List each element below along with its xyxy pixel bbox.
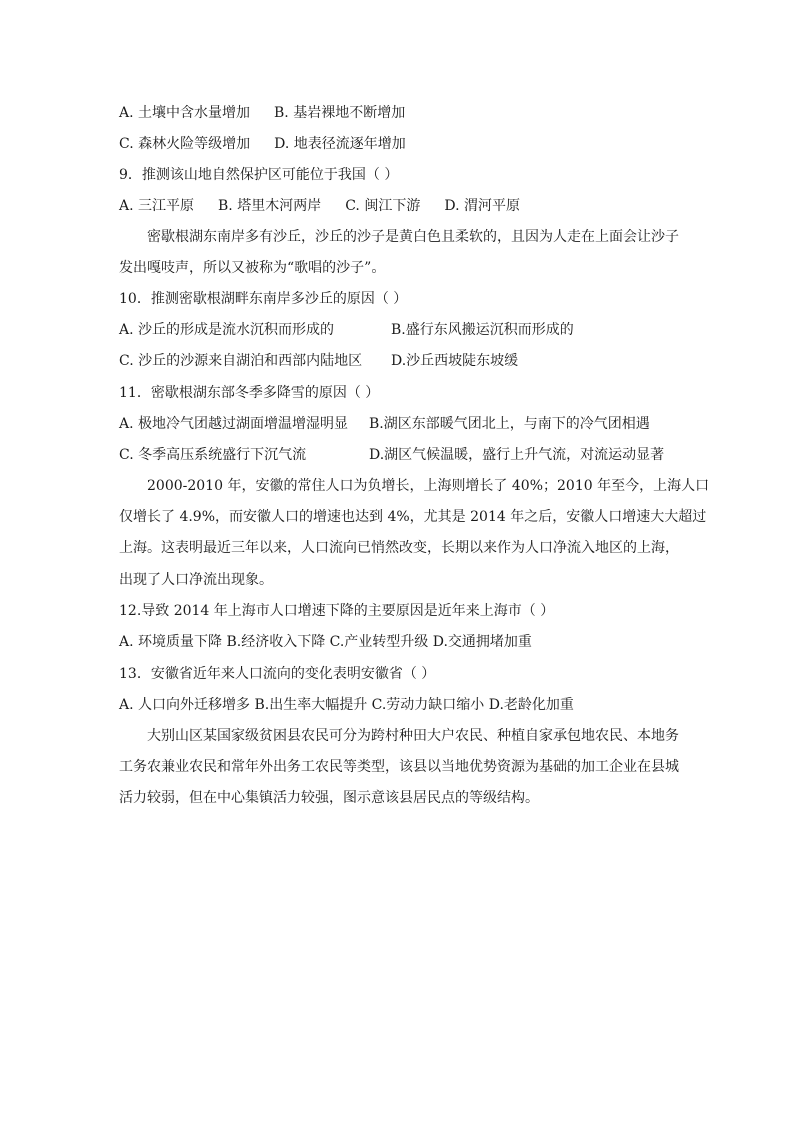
passage1-line-2: 发出嘎吱声，所以又被称为“歌唱的沙子”。 — [119, 260, 386, 276]
q9-option-d: D. 渭河平原 — [444, 198, 520, 214]
q10-option-d: D.沙丘西坡陡东坡缓 — [391, 353, 519, 369]
q10-option-a: A. 沙丘的形成是流水沉积而形成的 — [119, 322, 335, 338]
q12-options: A. 环境质量下降 B.经济收入下降 C.产业转型升级 D.交通拥堵加重 — [119, 634, 532, 650]
q9-stem: 9．推测该山地自然保护区可能位于我国（ ） — [119, 167, 399, 183]
q8-option-b: B. 基岩裸地不断增加 — [274, 105, 406, 121]
passage2-line-1: 2000-2010 年，安徽的常住人口为负增长，上海则增长了 40%；2010 年至今，上海人口 — [147, 478, 710, 494]
q10-options-row-1 — [119, 320, 574, 340]
q11-option-b: B.湖区东部暖气团北上，与南下的冷气团相遇 — [369, 416, 650, 432]
q11-stem: 11．密歇根湖东部冬季多降雪的原因（ ） — [119, 385, 380, 401]
q8-option-d: D. 地表径流逐年增加 — [274, 136, 406, 152]
q11-option-a: A. 极地冷气团越过湖面增温增湿明显 — [119, 416, 349, 432]
q9-option-a: A. 三江平原 — [119, 198, 195, 214]
q8-options-row-1 — [119, 103, 405, 123]
q13-stem: 13．安徽省近年来人口流向的变化表明安徽省（ ） — [119, 666, 436, 682]
passage3-line-3: 活力较弱，但在中心集镇活力较强，图示意该县居民点的等级结构。 — [119, 790, 539, 806]
passage2-line-3: 上海。这表明最近三年以来，人口流向已悄然改变，长期以来作为人口净流入地区的上海， — [119, 540, 679, 556]
q10-options-row-2 — [119, 351, 518, 371]
passage2-line-2: 仅增长了 4.9%，而安徽人口的增速也达到 4%，尤其是 2014 年之后，安徽人口增速大大超过 — [119, 509, 707, 525]
q9-option-c: C. 闽江下游 — [345, 198, 421, 214]
passage3-line-2: 工务农兼业农民和常年外出务工农民等类型，该县以当地优势资源为基础的加工企业在县城 — [119, 759, 679, 775]
q10-option-c: C. 沙丘的沙源来自湖泊和西部内陆地区 — [119, 353, 363, 369]
q11-option-c: C. 冬季高压系统盛行下沉气流 — [119, 447, 307, 463]
q12-stem: 12.导致 2014 年上海市人口增速下降的主要原因是近年来上海市（ ） — [119, 603, 555, 619]
q11-option-d: D.湖区气候温暖，盛行上升气流，对流运动显著 — [369, 447, 665, 463]
q9-options-row — [119, 196, 520, 216]
q8-options-row-2 — [119, 134, 406, 154]
passage3-line-1: 大别山区某国家级贫困县农民可分为跨村种田大户农民、种植自家承包地农民、本地务 — [147, 728, 679, 744]
q9-option-b: B. 塔里木河两岸 — [218, 198, 322, 214]
q11-options-row-1 — [119, 414, 650, 434]
q8-option-c: C. 森林火险等级增加 — [119, 136, 251, 152]
passage2-line-4: 出现了人口净流出现象。 — [119, 572, 273, 588]
q10-option-b: B.盛行东风搬运沉积而形成的 — [391, 322, 574, 338]
q8-option-a: A. 土壤中含水量增加 — [119, 105, 251, 121]
q10-stem: 10．推测密歇根湖畔东南岸多沙丘的原因（ ） — [119, 291, 408, 307]
q11-options-row-2 — [119, 445, 664, 465]
passage1-line-1: 密歇根湖东南岸多有沙丘，沙丘的沙子是黄白色且柔软的，且因为人走在上面会让沙子 — [147, 229, 679, 245]
q13-options: A. 人口向外迁移增多 B.出生率大幅提升 C.劳动力缺口缩小 D.老龄化加重 — [119, 697, 574, 713]
